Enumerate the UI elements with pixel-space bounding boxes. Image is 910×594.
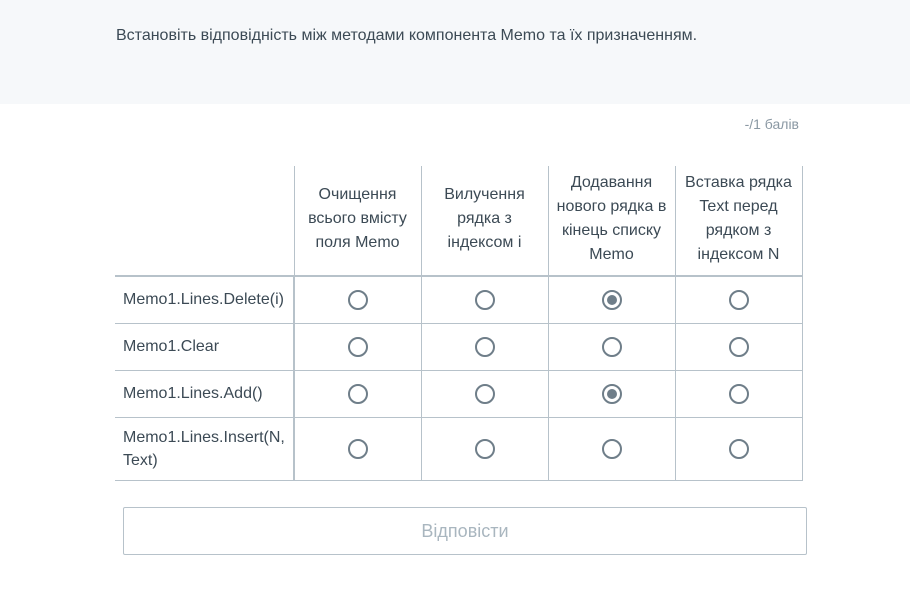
radio-button[interactable] xyxy=(348,439,368,459)
matrix-corner xyxy=(115,166,294,276)
radio-button[interactable] xyxy=(475,384,495,404)
radio-button[interactable] xyxy=(475,337,495,357)
matrix-row xyxy=(115,370,802,417)
radio-button[interactable] xyxy=(348,337,368,357)
radio-button[interactable] xyxy=(729,290,749,310)
row-label: Memo1.Clear xyxy=(115,323,294,370)
matrix-cell xyxy=(548,417,675,480)
row-label: Memo1.Lines.Delete(i) xyxy=(115,276,294,323)
row-label: Memo1.Lines.Add() xyxy=(115,370,294,417)
question-band xyxy=(0,0,910,104)
matrix-cell xyxy=(675,323,802,370)
matrix-cell xyxy=(421,370,548,417)
matrix-cell xyxy=(294,276,421,323)
column-header: Вставка рядка Text перед рядком з індексом N xyxy=(675,166,802,276)
matrix-cell xyxy=(421,323,548,370)
matrix-row xyxy=(115,417,802,480)
column-header: Очищення всього вмісту поля Memo xyxy=(294,166,421,276)
row-label: Memo1.Lines.Insert(N, Text) xyxy=(115,417,294,480)
submit-button[interactable]: Відповісти xyxy=(123,507,807,555)
radio-button[interactable] xyxy=(602,439,622,459)
radio-button[interactable] xyxy=(729,337,749,357)
matrix-header-row xyxy=(115,166,802,276)
score-label: -/1 балів xyxy=(744,116,799,132)
matrix-cell xyxy=(548,276,675,323)
matrix-cell xyxy=(675,417,802,480)
radio-button[interactable] xyxy=(475,290,495,310)
radio-button[interactable] xyxy=(729,384,749,404)
radio-button[interactable] xyxy=(348,384,368,404)
matrix-row xyxy=(115,323,802,370)
column-header: Додавання нового рядка в кінець списку Memo xyxy=(548,166,675,276)
radio-button[interactable] xyxy=(729,439,749,459)
matrix-cell xyxy=(421,276,548,323)
column-header: Вилучення рядка з індексом і xyxy=(421,166,548,276)
matrix-cell xyxy=(548,370,675,417)
matrix-cell xyxy=(675,276,802,323)
matching-matrix xyxy=(115,166,803,481)
matrix-cell xyxy=(294,417,421,480)
matrix-cell xyxy=(421,417,548,480)
radio-button[interactable] xyxy=(602,384,622,404)
radio-button[interactable] xyxy=(475,439,495,459)
matrix-cell xyxy=(548,323,675,370)
matrix-cell xyxy=(294,323,421,370)
matrix-cell xyxy=(294,370,421,417)
radio-button[interactable] xyxy=(602,337,622,357)
question-text: Встановіть відповідність між методами компонента Memo та їх призначенням. xyxy=(116,27,698,44)
radio-button[interactable] xyxy=(348,290,368,310)
radio-button[interactable] xyxy=(602,290,622,310)
matrix-row xyxy=(115,276,802,323)
matrix-cell xyxy=(675,370,802,417)
